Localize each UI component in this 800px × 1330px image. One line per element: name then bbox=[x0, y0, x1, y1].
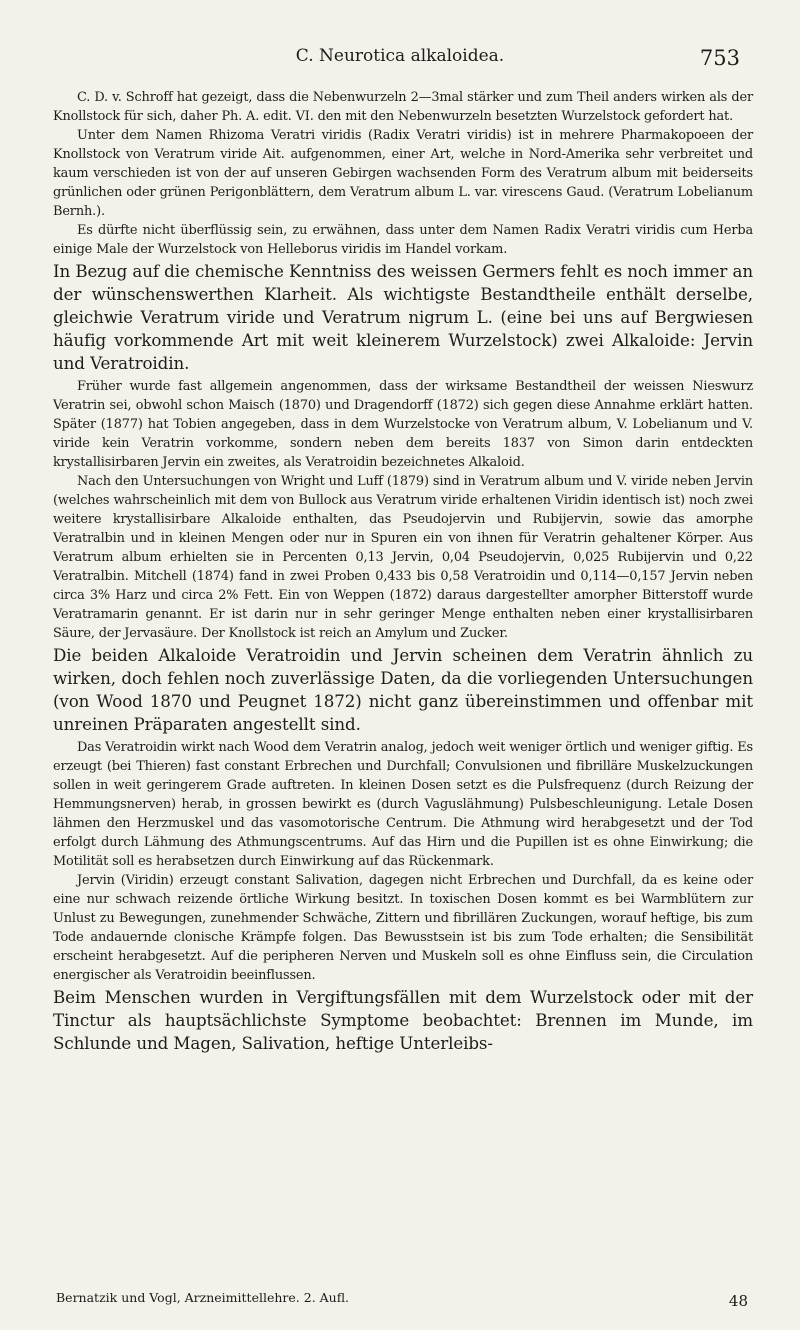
sheet-signature: 48 bbox=[728, 1292, 748, 1310]
paragraph: Früher wurde fast allgemein angenommen, dass der wirksame Bestandtheil der weissen Nieswurz Veratrin sei, obwohl schon Maisch (1870) und Dragendorff (1872) sich gegen diese Annahme erklärt hatten. Später (1877) hat Tobien angegeben, dass in dem Wurzelstocke von Veratrum album, V. Lobelianum und V. viride kein Veratrin vorkomme, sondern neben dem bereits 1837 von Simon darin entdeckten krystallisirbaren Jervin ein zweites, als Veratroidin bezeichnetes Alkaloid. bbox=[53, 379, 753, 470]
paragraph: Die beiden Alkaloide Veratroidin und Jervin scheinen dem Veratrin ähnlich zu wirken, doch fehlen noch zuverlässige Daten, da die vorliegenden Untersuchungen (von Wood 1870 und Peugnet 1872) nicht ganz übereinstimmen und offenbar mit unreinen Präparaten angestellt sind. bbox=[53, 645, 753, 734]
header-title: C. Neurotica alkaloidea. bbox=[295, 46, 505, 66]
paragraph: Das Veratroidin wirkt nach Wood dem Veratrin analog, jedoch weit weniger örtlich und weniger giftig. Es erzeugt (bei Thieren) fast constant Erbrechen und Durchfall; Convulsionen und fibrilläre Muskelzuckungen sollen in weit geringerem Grade auftreten. In kleinen Dosen setzt es die Pulsfrequenz (durch Reizung der Hemmungsnerven) herab, in grossen bewirkt es (durch Vaguslähmung) Pulsbeschleunigung. Letale Dosen lähmen den Herzmuskel und das vasomotorische Centrum. Die Athmung wird herabgesetzt und der Tod erfolgt durch Lähmung des Athmungscentrums. Auf das Hirn und die Pupillen ist es ohne Einwirkung; die Motilität soll es herabsetzen durch Einwirkung auf das Rückenmark. bbox=[53, 740, 753, 869]
running-header bbox=[0, 46, 800, 74]
paragraph: In Bezug auf die chemische Kenntniss des weissen Germers fehlt es noch immer an der wünschenswerthen Klarheit. Als wichtigste Bestandtheile enthält derselbe, gleichwie Veratrum viride und Veratrum nigrum L. (eine bei uns auf Bergwiesen häufig vorkommende Art mit weit kleinerem Wurzelstock) zwei Alkaloide: Jervin und Veratroidin. bbox=[53, 261, 753, 373]
paragraph: Unter dem Namen Rhizoma Veratri viridis (Radix Veratri viridis) ist in mehrere Pharmakopoeen der Knollstock von Veratrum viride Ait. aufgenommen, einer Art, welche in Nord-Amerika sehr verbreitet und kaum verschieden ist von der auf unseren Gebirgen wachsenden Form des Veratrum album mit beiderseits grünlichen oder grünen Perigonblättern, dem Veratrum album L. var. virescens Gaud. (Veratrum Lobelianum Bernh.). bbox=[53, 128, 753, 219]
paragraph: C. D. v. Schroff hat gezeigt, dass die Nebenwurzeln 2—3mal stärker und zum Theil anders wirken als der Knollstock für sich, daher Ph. A. edit. VI. den mit den Nebenwurzeln besetzten Wurzelstock gefordert hat. bbox=[53, 90, 753, 124]
footer-citation: Bernatzik und Vogl, Arzneimittellehre. 2. Aufl. bbox=[56, 1290, 350, 1305]
page-number: 753 bbox=[699, 46, 740, 70]
paragraph: Beim Menschen wurden in Vergiftungsfällen mit dem Wurzelstock oder mit der Tinctur als hauptsächlichste Symptome beobachtet: Brennen im Munde, im Schlunde und Magen, Salivation, heftige Unterleibs- bbox=[53, 987, 753, 1053]
paragraph: Nach den Untersuchungen von Wright und Luff (1879) sind in Veratrum album und V. viride neben Jervin (welches wahrscheinlich mit dem von Bullock aus Veratrum viride erhaltenen Viridin identisch ist) noch zwei weitere krystallisirbare Alkaloide enthalten, das Pseudojervin und Rubijervin, sowie das amorphe Veratralbin und in kleinen Mengen oder nur in Spuren ein von ihnen für Veratrin gehaltener Körper. Aus Veratrum album erhielten sie in Percenten 0,13 Jervin, 0,04 Pseudojervin, 0,025 Rubijervin und 0,22 Veratralbin. Mitchell (1874) fand in zwei Proben 0,433 bis 0,58 Veratroidin und 0,114—0,157 Jervin neben circa 3% Harz und circa 2% Fett. Ein von Weppen (1872) daraus dargestellter amorpher Bitterstoff wurde Veratramarin genannt. Er ist darin nur in sehr geringer Menge enthalten neben einer krystallisirbaren Säure, der Jervasäure. Der Knollstock ist reich an Amylum und Zucker. bbox=[53, 474, 753, 641]
page-body bbox=[53, 88, 753, 1057]
paragraph: Jervin (Viridin) erzeugt constant Salivation, dagegen nicht Erbrechen und Durchfall, da es keine oder eine nur schwach reizende örtliche Wirkung besitzt. In toxischen Dosen kommt es bei Warmblütern zur Unlust zu Bewegungen, zunehmender Schwäche, Zittern und fibrillären Zuckungen, worauf heftige, bis zum Tode andauernde clonische Krämpfe folgen. Das Bewusstsein ist bis zum Tode erhalten; die Sensibilität erscheint herabgesetzt. Auf die peripheren Nerven und Muskeln soll es ohne Einfluss sein, die Circulation energischer als Veratroidin beeinflussen. bbox=[53, 873, 753, 983]
paragraph: Es dürfte nicht überflüssig sein, zu erwähnen, dass unter dem Namen Radix Veratri viridis cum Herba einige Male der Wurzelstock von Helleborus viridis im Handel vorkam. bbox=[53, 223, 753, 257]
page-footer bbox=[56, 1290, 748, 1312]
